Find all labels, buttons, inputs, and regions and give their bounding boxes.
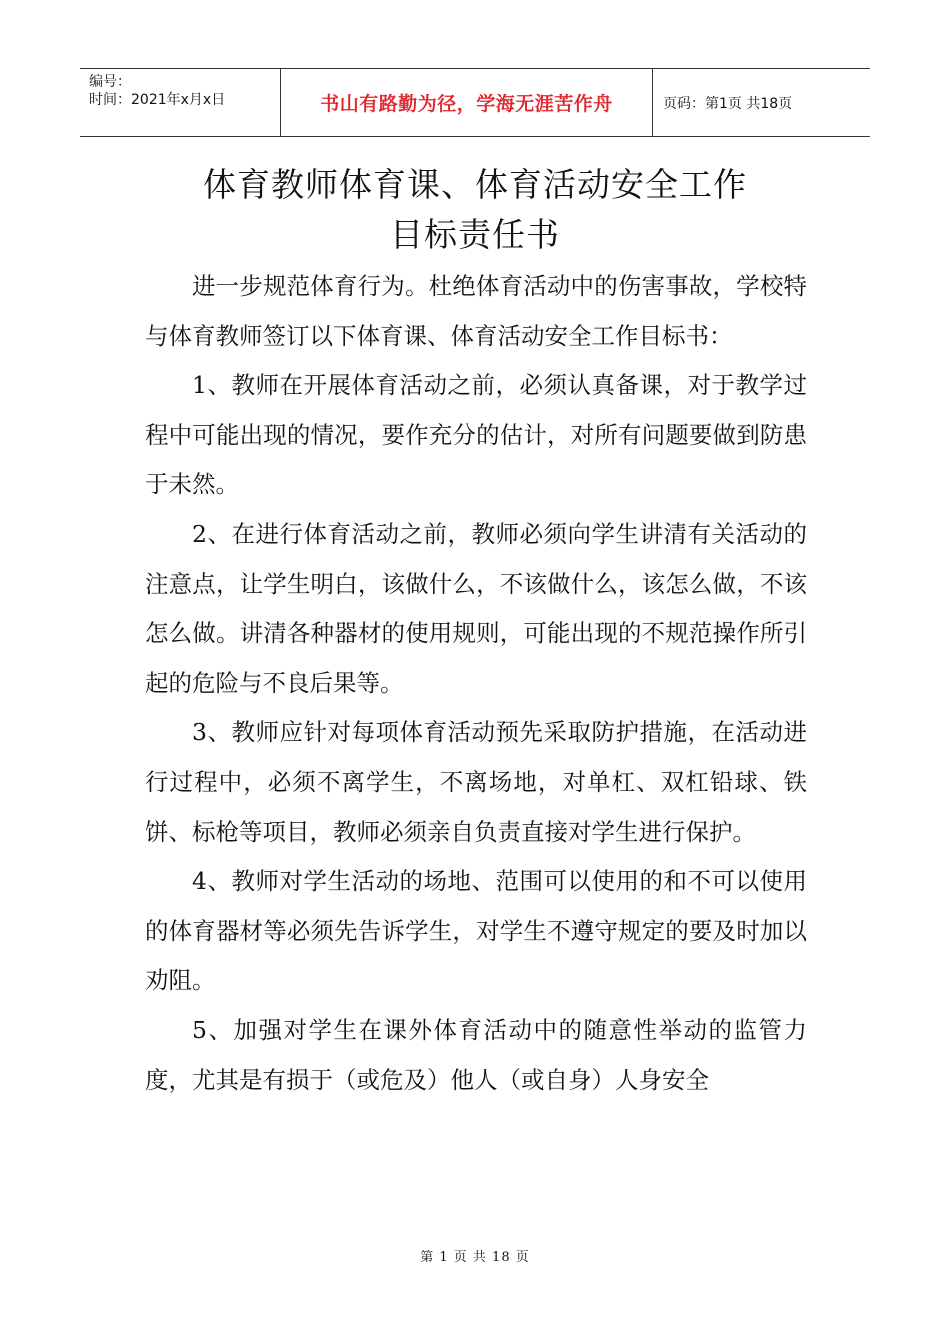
header-meta-cell	[80, 69, 281, 136]
clause-5-paragraph: 5、加强对学生在课外体育活动中的随意性举动的监管力度，尤其是有损于（或危及）他人（或自身）人身安全	[145, 1015, 807, 1094]
clause-1-paragraph: 1、教师在开展体育活动之前，必须认真备课，对于教学过程中可能出现的情况，要作充分的估计，对所有问题要做到防患于未然。	[145, 371, 807, 499]
clause-2-paragraph: 2、在进行体育活动之前，教师必须向学生讲清有关活动的注意点，让学生明白，该做什么，不该做什么，该怎么做，不该怎么做。讲清各种器材的使用规则，可能出现的不规范操作所引起的危险与不良后果等。	[145, 519, 807, 697]
document-number-label: 编号：	[89, 74, 131, 90]
document-body	[145, 262, 807, 1105]
title-line-1: 体育教师体育课、体育活动安全工作	[203, 165, 747, 204]
header-page-info: 页码：第1页 共18页	[663, 95, 793, 112]
header-motto: 书山有路勤为径，学海无涯苦作舟	[281, 69, 653, 136]
document-header	[80, 68, 870, 137]
document-title	[0, 160, 950, 260]
document-date-label: 时间：2021年x月x日	[89, 92, 226, 108]
clause-4-paragraph: 4、教师对学生活动的场地、范围可以使用的和不可以使用的体育器材等必须先告诉学生，对学生不遵守规定的要及时加以劝阻。	[145, 867, 807, 995]
page-footer: 第 1 页 共 18 页	[420, 1250, 530, 1265]
title-line-2: 目标责任书	[390, 215, 560, 254]
clause-3-paragraph: 3、教师应针对每项体育活动预先采取防护措施，在活动进行过程中，必须不离学生，不离场地，对单杠、双杠铅球、铁饼、标枪等项目，教师必须亲自负责直接对学生进行保护。	[145, 718, 807, 846]
intro-paragraph: 进一步规范体育行为。杜绝体育活动中的伤害事故，学校特与体育教师签订以下体育课、体育活动安全工作目标书：	[145, 272, 807, 350]
